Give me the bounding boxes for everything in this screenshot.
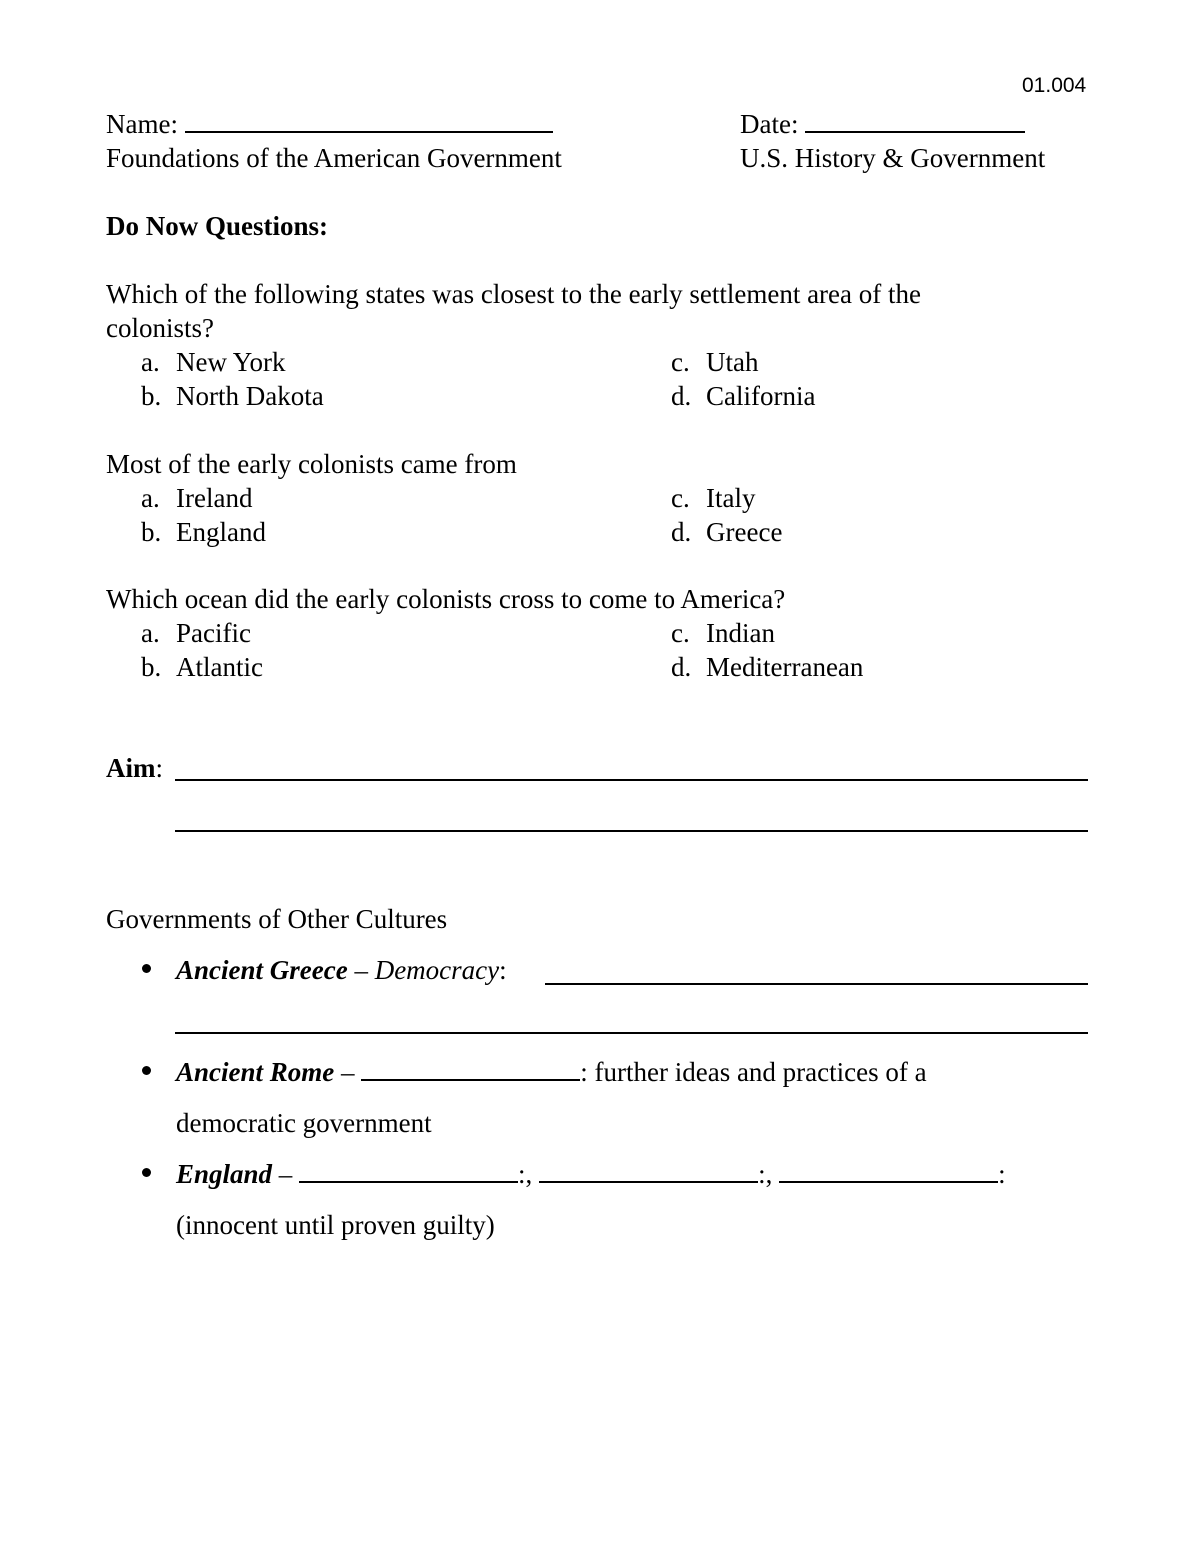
date-label: Date:: [740, 109, 799, 139]
q2-option-b: b. England: [141, 517, 266, 547]
question-2-text: Most of the early colonists came from: [106, 449, 517, 479]
aim-blank-line-1[interactable]: [175, 779, 1088, 781]
q1-option-a: a. New York: [141, 347, 286, 377]
document-number: 01.004: [1022, 74, 1087, 97]
england-blank-1[interactable]: [299, 1159, 518, 1183]
rome-blank[interactable]: [361, 1057, 580, 1081]
england-blank-3[interactable]: [779, 1159, 998, 1183]
aim-label: Aim:: [106, 753, 164, 783]
greece-blank-line-2[interactable]: [175, 1032, 1088, 1034]
bullet-icon: [142, 964, 151, 973]
name-field: [106, 107, 553, 141]
question-1-text-cont: colonists?: [106, 313, 214, 343]
england-entry-cont: (innocent until proven guilty): [176, 1210, 495, 1240]
do-now-heading: Do Now Questions:: [106, 211, 329, 241]
q3-option-c: c. Indian: [671, 618, 775, 648]
q3-option-b: b. Atlantic: [141, 652, 263, 682]
q3-option-d: d. Mediterranean: [671, 652, 864, 682]
aim-blank-line-2[interactable]: [175, 830, 1088, 832]
bullet-icon: [142, 1066, 151, 1075]
q2-option-c: c. Italy: [671, 483, 756, 513]
q2-option-d: d. Greece: [671, 517, 783, 547]
england-entry: England – :, :, :: [176, 1159, 1006, 1189]
name-blank[interactable]: [185, 109, 553, 133]
date-field: [740, 107, 1025, 141]
question-1-text: Which of the following states was closest to the early settlement area of the: [106, 279, 921, 309]
course-unit-title: Foundations of the American Government: [106, 143, 562, 173]
greece-entry: Ancient Greece – Democracy:: [176, 955, 507, 985]
q1-option-d: d. California: [671, 381, 816, 411]
q1-option-c: c. Utah: [671, 347, 759, 377]
rome-entry: Ancient Rome – : further ideas and practices of a: [176, 1057, 927, 1087]
name-label: Name:: [106, 109, 178, 139]
q2-option-a: a. Ireland: [141, 483, 253, 513]
q3-option-a: a. Pacific: [141, 618, 251, 648]
bullet-icon: [142, 1168, 151, 1177]
q1-option-b: b. North Dakota: [141, 381, 324, 411]
england-blank-2[interactable]: [539, 1159, 758, 1183]
course-name: U.S. History & Government: [740, 143, 1046, 173]
greece-blank-line-1[interactable]: [545, 983, 1088, 985]
governments-heading: Governments of Other Cultures: [106, 904, 448, 934]
question-3-text: Which ocean did the early colonists cross to come to America?: [106, 584, 786, 614]
date-blank[interactable]: [805, 109, 1025, 133]
rome-entry-cont: democratic government: [176, 1108, 432, 1138]
